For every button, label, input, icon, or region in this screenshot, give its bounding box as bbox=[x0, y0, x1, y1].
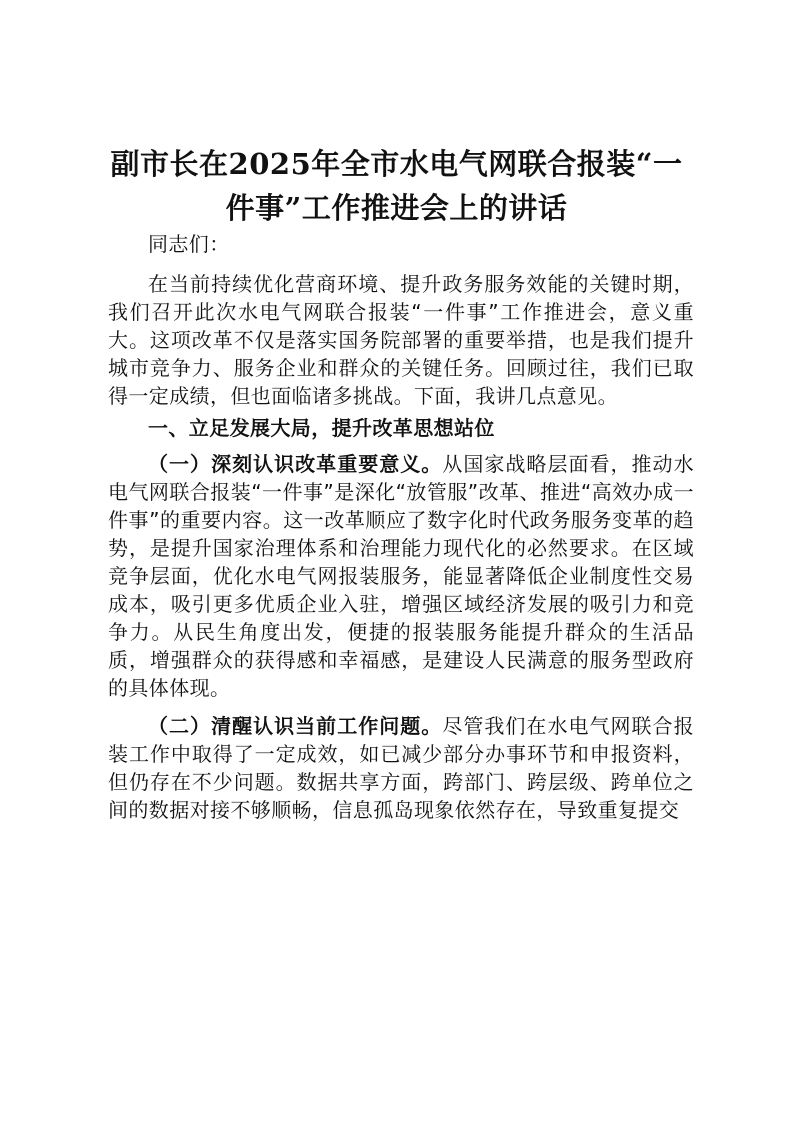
greeting: 同志们： bbox=[148, 232, 230, 256]
point-2-body: 尽管我们在水电气网联合报装工作中取得了一定成效，如已减少部分办事环节和申报资料，但仍存在不少问题。数据共享方面，跨部门、跨层级、跨单位之间的数据对接不够顺畅，信息孤岛现象依然存在，导致重复提交 bbox=[108, 714, 694, 822]
section-heading-1: 一、立足发展大局，提升改革思想站位 bbox=[148, 416, 495, 440]
point-2-paragraph bbox=[108, 712, 694, 824]
point-1-lead: （一）深刻认识改革重要意义。 bbox=[148, 452, 443, 476]
point-1-body: 从国家战略层面看，推动水电气网联合报装“一件事”是深化“放管服”改革、推进“高效办成一件事”的重要内容。这一改革顺应了数字化时代政务服务变革的趋势，是提升国家治理体系和治理能力现代化的必然要求。在区域竞争层面，优化水电气网报装服务，能显著降低企业制度性交易成本，吸引更多优质企业入驻，增强区域经济发展的吸引力和竞争力。从民生角度出发，便捷的报装服务能提升群众的生活品质，增强群众的获得感和幸福感，是建设人民满意的服务型政府的具体体现。 bbox=[108, 452, 694, 700]
document-title: 副市长在2025年全市水电气网联合报装“一件事”工作推进会上的讲话 bbox=[110, 147, 683, 225]
intro-paragraph: 在当前持续优化营商环境、提升政务服务效能的关键时期，我们召开此次水电气网联合报装“一件事”工作推进会，意义重大。这项改革不仅是落实国务院部署的重要举措，也是我们提升城市竞争力、服务企业和群众的关键任务。回顾过往，我们已取得一定成绩，但也面临诸多挑战。下面，我讲几点意见。 bbox=[108, 272, 694, 408]
document-body bbox=[108, 230, 694, 834]
point-2-lead: （二）清醒认识当前工作问题。 bbox=[148, 714, 443, 738]
point-1-paragraph bbox=[108, 450, 694, 702]
